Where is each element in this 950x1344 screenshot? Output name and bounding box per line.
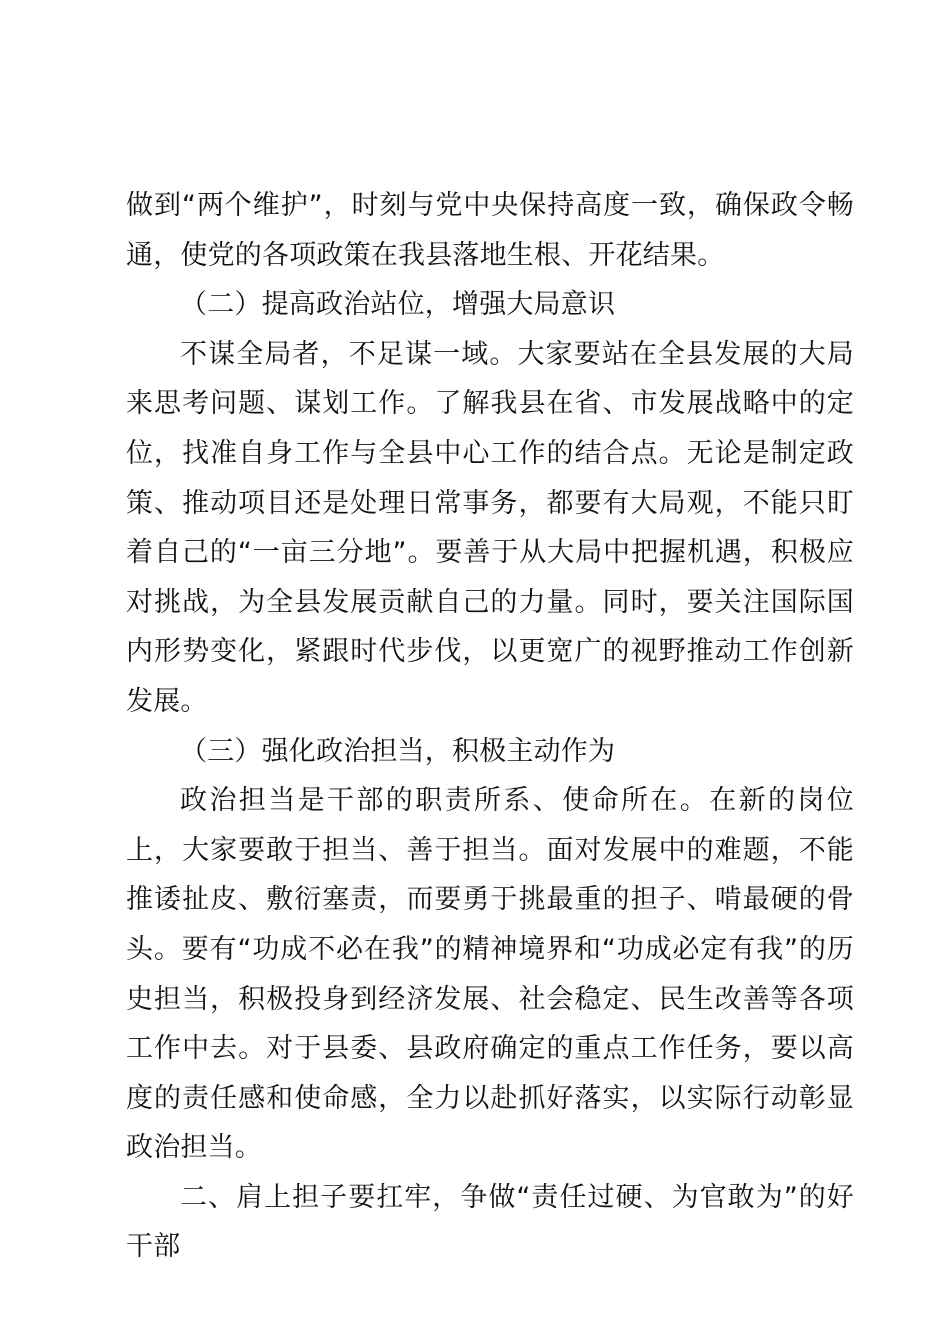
section-heading-2: （二）提高政治站位，增强大局意识 bbox=[180, 289, 616, 321]
chapter-heading-2: 二、肩上担子要扛牢，争做“责任过硬、为官敢为”的好干部 bbox=[126, 1181, 854, 1263]
paragraph-overall-view: 不谋全局者，不足谋一域。大家要站在全县发展的大局来思考问题、谋划工作。了解我县在省、市发展战略中的定位，找准自身工作与全县中心工作的结合点。无论是制定政策、推动项目还是处理日常事务，都要有大局观，不能只盯着自己的“一亩三分地”。要善于从大局中把握机遇，积极应对挑战，为全县发展贡献自己的力量。同时，要关注国际国内形势变化，紧跟时代步伐，以更宽广的视野推动工作创新发展。 bbox=[126, 338, 854, 717]
document-body bbox=[126, 181, 854, 1272]
paragraph-political-responsibility: 政治担当是干部的职责所系、使命所在。在新的岗位上，大家要敢于担当、善于担当。面对发展中的难题，不能推诿扯皮、敷衍塞责，而要勇于挑最重的担子、啃最硬的骨头。要有“功成不必在我”的精神境界和“功成必定有我”的历史担当，积极投身到经济发展、社会稳定、民生改善等各项工作中去。对于县委、县政府确定的重点工作任务，要以高度的责任感和使命感，全力以赴抓好落实，以实际行动彰显政治担当。 bbox=[126, 785, 854, 1164]
paragraph-continuation: 做到“两个维护”，时刻与党中央保持高度一致，确保政令畅通，使党的各项政策在我县落地生根、开花结果。 bbox=[126, 190, 854, 271]
section-heading-3: （三）强化政治担当，积极主动作为 bbox=[180, 735, 616, 767]
